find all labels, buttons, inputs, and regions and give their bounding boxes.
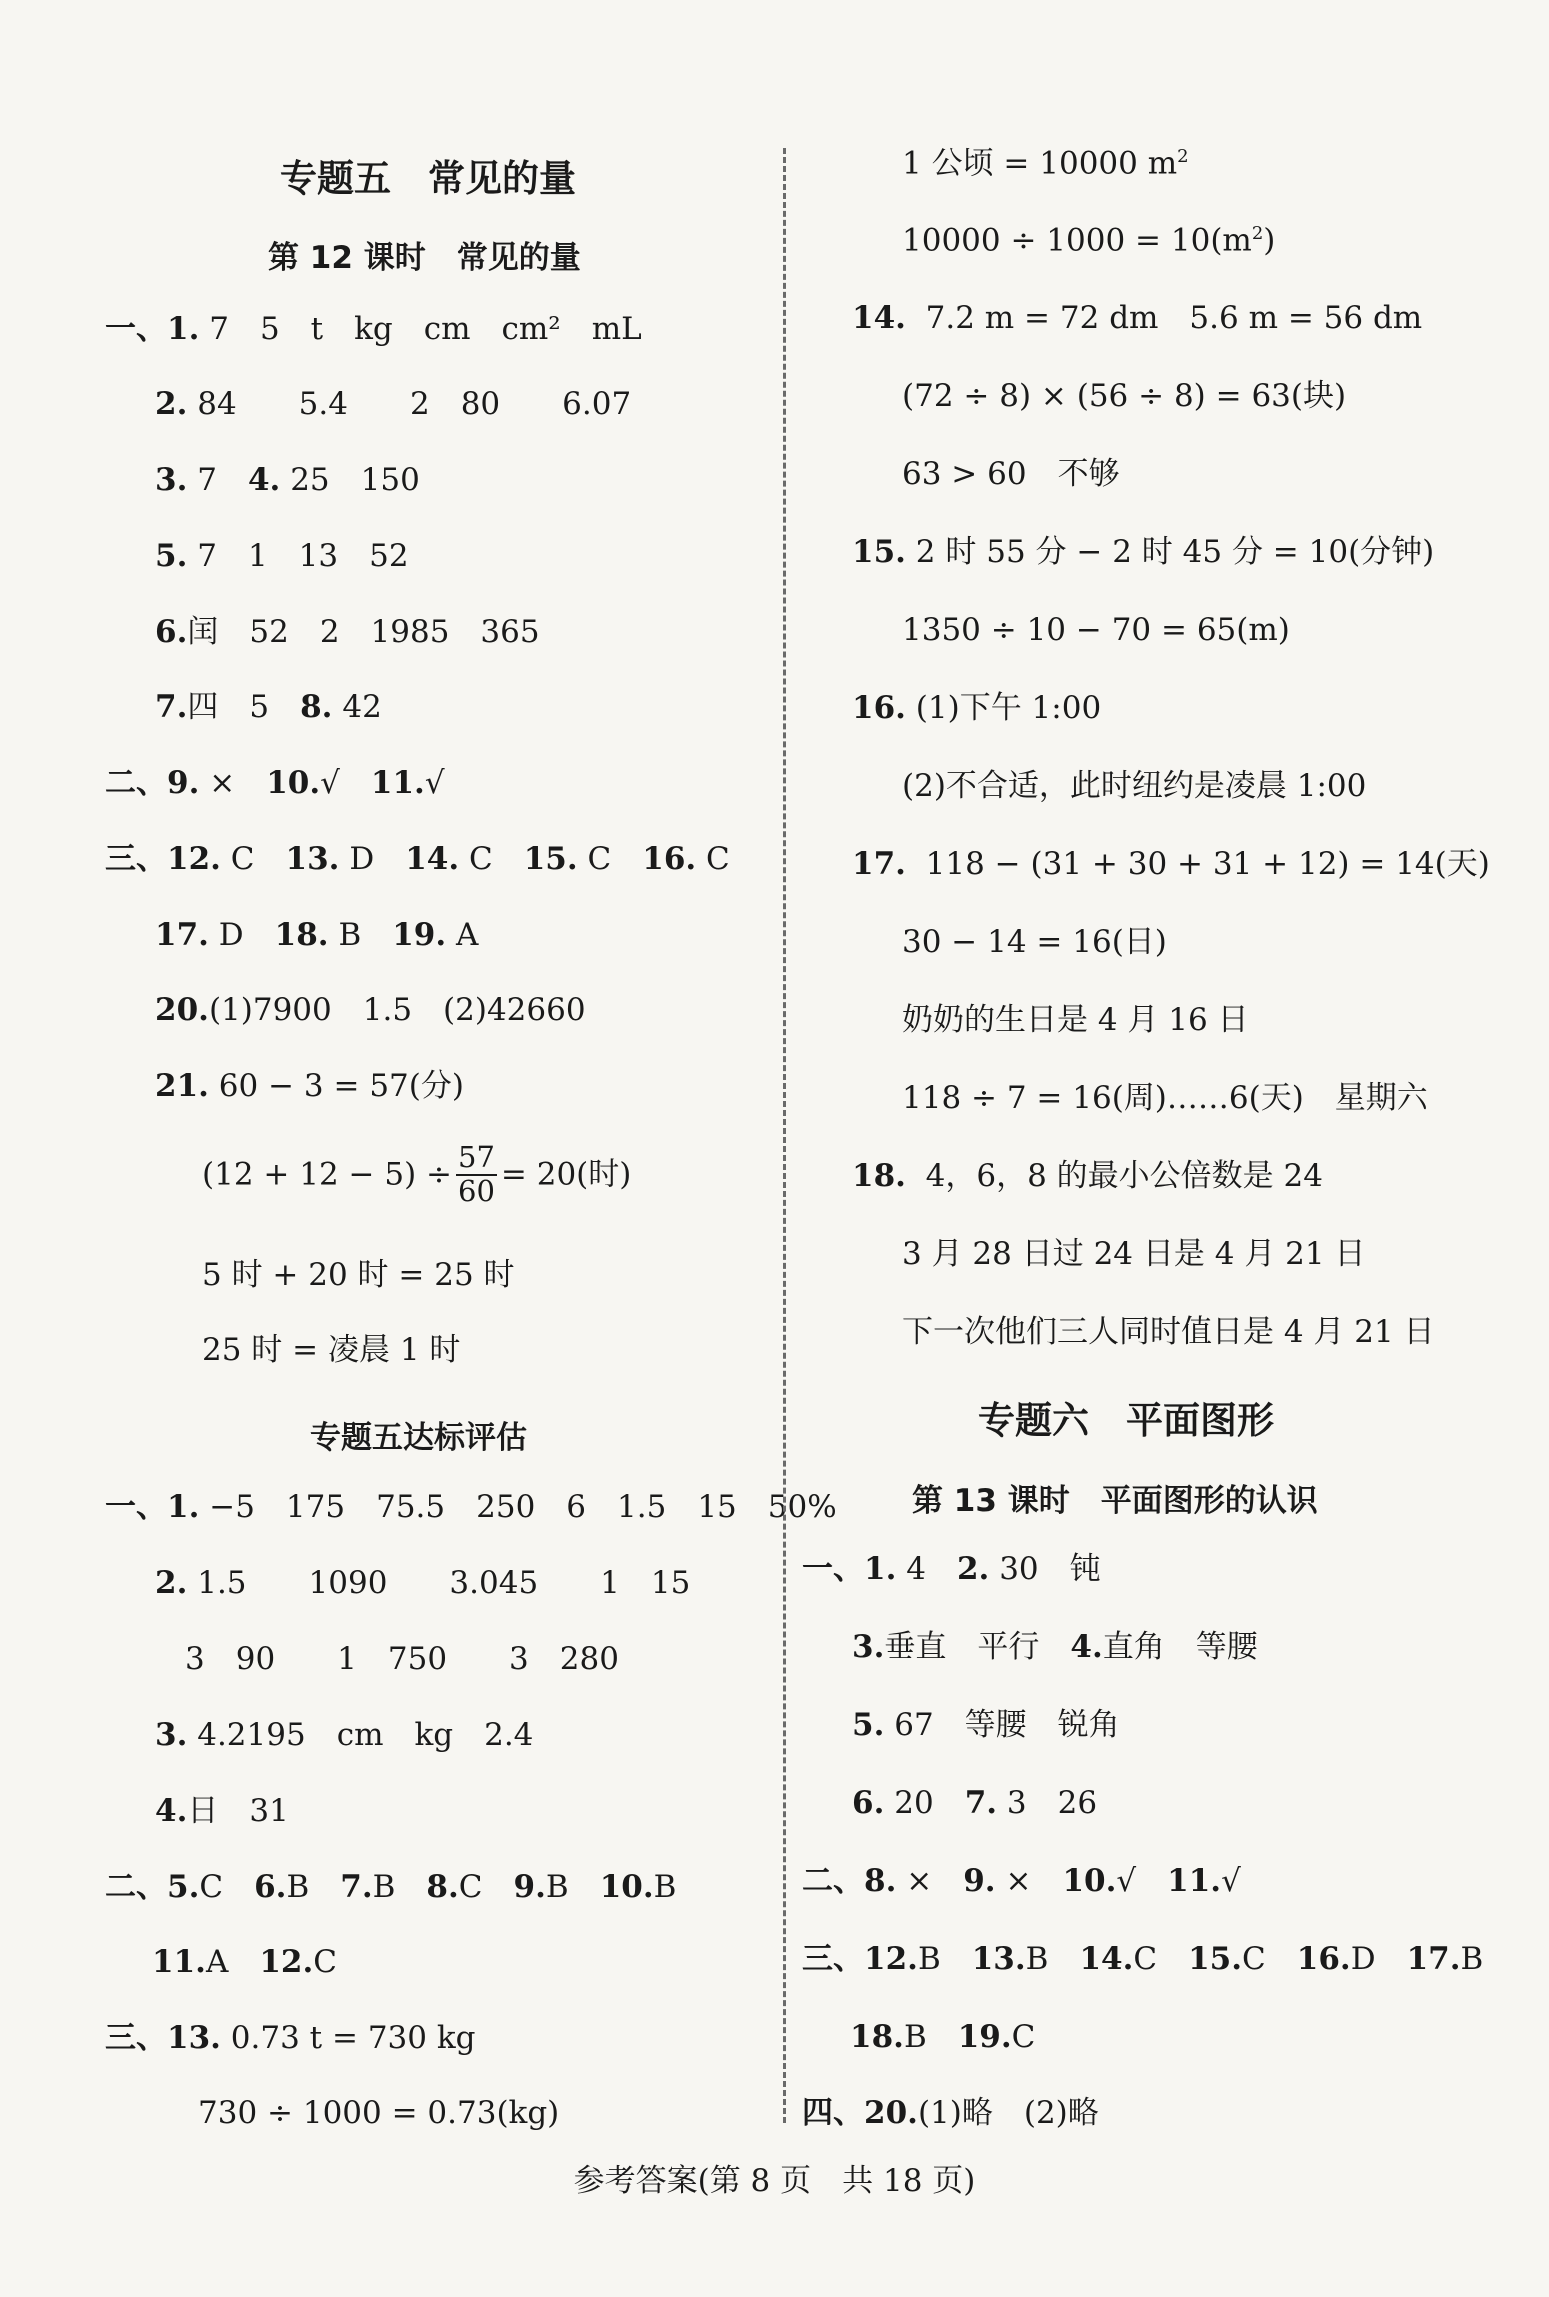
answer-line xyxy=(105,311,642,347)
answer-line xyxy=(105,841,730,877)
question-number: 18. xyxy=(852,1158,906,1194)
question-number: 20. xyxy=(155,992,209,1028)
answer-text: (12 + 12 − 5) ÷ xyxy=(202,1156,452,1193)
question-number: 四、20. xyxy=(802,2095,918,2131)
answer-text: 118 ÷ 7 = 16(周)……6(天) 星期六 xyxy=(902,1080,1428,1116)
answer-text: 3 26 xyxy=(1006,1785,1098,1821)
answer-text: × xyxy=(906,1863,964,1899)
answer-line xyxy=(202,1332,461,1368)
answer-line xyxy=(902,1314,1435,1350)
answer-text: 84 5.4 2 80 6.07 xyxy=(197,386,632,422)
question-number: 17. xyxy=(155,917,209,953)
answer-line xyxy=(902,1236,1366,1272)
section-heading: 专题六 平面图形 xyxy=(978,1399,1274,1442)
answer-text: C xyxy=(468,841,524,877)
answer-line xyxy=(902,378,1347,414)
question-number: 18. xyxy=(850,2019,904,2055)
answer-line xyxy=(852,690,1102,726)
answer-text: ) xyxy=(1263,222,1276,259)
question-number: 7. xyxy=(340,1869,373,1905)
question-number: 15. xyxy=(523,841,578,877)
answer-text: √ xyxy=(424,765,445,801)
answer-line xyxy=(105,2020,476,2056)
answer-line xyxy=(802,1551,1101,1587)
question-number: 14. xyxy=(852,300,906,336)
answer-text: 四 5 xyxy=(187,689,301,725)
question-number: 一、1. xyxy=(802,1551,897,1587)
answer-line xyxy=(185,1641,619,1677)
answer-text: 0.73 t = 730 kg xyxy=(230,2020,476,2056)
answer-text: B xyxy=(653,1869,677,1905)
answer-text: C xyxy=(706,841,730,877)
superscript: 2 xyxy=(1177,146,1189,167)
answer-line xyxy=(852,846,1490,882)
answer-line xyxy=(902,222,1276,259)
question-number: 3. xyxy=(155,462,188,498)
question-number: 6. xyxy=(852,1785,885,1821)
answer-text: (1)下午 1:00 xyxy=(915,690,1102,726)
fraction-numerator: 57 xyxy=(458,1140,495,1174)
answer-text: 1 公顷 = 10000 m xyxy=(902,145,1178,182)
question-number: 13. xyxy=(285,841,340,877)
answer-line xyxy=(852,1707,1120,1743)
question-number: 16. xyxy=(1296,1941,1351,1977)
answer-text: 7 1 13 52 xyxy=(197,538,409,574)
answer-line xyxy=(852,300,1423,336)
question-number: 5. xyxy=(852,1707,885,1743)
answer-text: (1)略 (2)略 xyxy=(917,2095,1099,2131)
question-number: 3. xyxy=(852,1629,885,1665)
question-number: 2. xyxy=(956,1551,990,1587)
question-number: 二、5. xyxy=(105,1869,200,1905)
column-divider xyxy=(783,148,786,2123)
answer-text: C xyxy=(230,841,286,877)
answer-text: 5 时 + 20 时 = 25 时 xyxy=(202,1257,515,1293)
answer-line xyxy=(852,1158,1323,1194)
answer-line xyxy=(155,462,420,498)
answer-line xyxy=(902,1002,1249,1038)
question-number: 16. xyxy=(852,690,906,726)
answer-text: (2)不合适，此时纽约是凌晨 1:00 xyxy=(902,768,1367,804)
answer-text: 30 钝 xyxy=(999,1551,1101,1587)
answer-text: 25 时 = 凌晨 1 时 xyxy=(202,1332,461,1368)
answer-text: C xyxy=(1242,1941,1297,1977)
answer-text: 7 5 t kg cm cm² mL xyxy=(209,311,642,347)
question-number: 10. xyxy=(266,765,321,801)
section-heading: 专题五 常见的量 xyxy=(280,157,576,200)
answer-text: 直角 等腰 xyxy=(1102,1629,1258,1665)
answer-text: 1350 ÷ 10 − 70 = 65(m) xyxy=(902,612,1290,648)
answer-line xyxy=(155,614,540,650)
answer-line xyxy=(802,1863,1241,1899)
question-number: 10. xyxy=(1062,1863,1117,1899)
answer-line xyxy=(902,924,1167,960)
answer-line xyxy=(902,456,1120,492)
answer-text: 730 ÷ 1000 = 0.73(kg) xyxy=(198,2095,560,2131)
answer-text: 4，6，8 的最小公倍数是 24 xyxy=(925,1158,1323,1194)
answer-text: (72 ÷ 8) × (56 ÷ 8) = 63(块) xyxy=(902,378,1347,414)
answer-text: 30 − 14 = 16(日) xyxy=(902,924,1167,960)
answer-text: 垂直 平行 xyxy=(884,1629,1071,1665)
question-number: 11. xyxy=(1167,1863,1222,1899)
answer-text: (1)7900 1.5 (2)42660 xyxy=(208,992,586,1028)
question-number: 二、8. xyxy=(802,1863,897,1899)
answer-line xyxy=(155,1068,464,1104)
answer-text: −5 175 75.5 250 6 1.5 15 50% xyxy=(209,1489,837,1525)
answer-text: 60 − 3 = 57(分) xyxy=(218,1068,464,1104)
answer-text: 7.2 m = 72 dm 5.6 m = 56 dm xyxy=(925,300,1423,336)
answer-text: 3 月 28 日过 24 日是 4 月 21 日 xyxy=(902,1236,1366,1272)
question-number: 19. xyxy=(392,917,447,953)
answer-line xyxy=(155,1793,289,1829)
answer-text: √ xyxy=(320,765,371,801)
answer-text: 67 等腰 锐角 xyxy=(894,1707,1120,1743)
answer-line xyxy=(902,768,1367,804)
answer-text: 25 150 xyxy=(290,462,420,498)
answer-line xyxy=(155,917,479,953)
question-number: 三、13. xyxy=(105,2020,221,2056)
answer-line xyxy=(155,992,586,1028)
question-number: 三、12. xyxy=(105,841,221,877)
answer-text: C xyxy=(1011,2019,1036,2055)
answer-text: A xyxy=(456,917,479,953)
question-number: 11. xyxy=(370,765,425,801)
question-number: 6. xyxy=(254,1869,287,1905)
answer-text: B xyxy=(903,2019,958,2055)
question-number: 一、1. xyxy=(105,311,200,347)
question-number: 7. xyxy=(964,1785,998,1821)
superscript: 2 xyxy=(1251,223,1264,244)
answer-text: B xyxy=(1025,1941,1080,1977)
question-number: 4. xyxy=(1070,1629,1103,1665)
question-number: 9. xyxy=(963,1863,996,1899)
question-number: 4. xyxy=(155,1793,188,1829)
answer-text: C xyxy=(199,1869,255,1905)
question-number: 19. xyxy=(957,2019,1012,2055)
answer-text: 63 > 60 不够 xyxy=(902,456,1120,492)
answer-line xyxy=(802,1941,1484,1977)
question-number: 4. xyxy=(247,462,281,498)
answer-line xyxy=(155,386,632,422)
question-number: 17. xyxy=(852,846,906,882)
answer-text: 闰 52 2 1985 365 xyxy=(187,614,540,650)
answer-text: D xyxy=(218,917,275,953)
answer-text: 2 时 55 分 − 2 时 45 分 = 10(分钟) xyxy=(915,534,1435,570)
answer-line xyxy=(902,1080,1428,1116)
page-footer: 参考答案(第 8 页 共 18 页) xyxy=(573,2163,976,2199)
answer-line xyxy=(105,765,445,801)
question-number: 7. xyxy=(155,689,188,725)
answer-text: 下一次他们三人同时值日是 4 月 21 日 xyxy=(902,1314,1435,1350)
answer-line xyxy=(198,2095,560,2131)
answer-text: B xyxy=(286,1869,341,1905)
question-number: 15. xyxy=(1188,1941,1243,1977)
answer-text: C xyxy=(313,1944,337,1980)
answer-text: = 20(时) xyxy=(500,1156,632,1193)
question-number: 17. xyxy=(1406,1941,1461,1977)
answer-line xyxy=(902,612,1290,648)
answer-text: 118 − (31 + 30 + 31 + 12) = 14(天) xyxy=(925,846,1490,882)
question-number: 3. xyxy=(155,1717,188,1753)
question-number: 12. xyxy=(259,1944,314,1980)
answer-text: B xyxy=(372,1869,427,1905)
answer-text: 奶奶的生日是 4 月 16 日 xyxy=(902,1002,1249,1038)
answer-line xyxy=(152,1944,337,1980)
answer-text: B xyxy=(545,1869,600,1905)
answer-text: √ xyxy=(1221,1863,1241,1899)
question-number: 21. xyxy=(155,1068,209,1104)
answer-text: × xyxy=(209,765,267,801)
answer-line xyxy=(155,1565,691,1601)
answer-line xyxy=(852,1785,1098,1821)
question-number: 15. xyxy=(852,534,906,570)
question-number: 9. xyxy=(513,1869,546,1905)
answer-text: √ xyxy=(1116,1863,1168,1899)
answer-text: 10000 ÷ 1000 = 10(m xyxy=(902,222,1252,259)
answer-line xyxy=(105,1869,677,1905)
answer-text: 4.2195 cm kg 2.4 xyxy=(197,1717,534,1753)
answer-text: B xyxy=(338,917,393,953)
answer-text: 3 90 1 750 3 280 xyxy=(185,1641,619,1677)
answer-line xyxy=(852,1629,1258,1665)
answer-text: 4 xyxy=(906,1551,957,1587)
fraction-denominator: 60 xyxy=(458,1173,495,1208)
answer-line xyxy=(902,145,1189,182)
answer-text: 1.5 1090 3.045 1 15 xyxy=(197,1565,691,1601)
assessment-title: 专题五达标评估 xyxy=(310,1420,527,1456)
question-number: 2. xyxy=(155,1565,188,1601)
answer-text: 日 31 xyxy=(187,1793,289,1829)
answer-line xyxy=(105,1489,837,1525)
question-number: 6. xyxy=(155,614,188,650)
question-number: 14. xyxy=(1079,1941,1134,1977)
answer-line xyxy=(155,689,382,725)
answer-text: 42 xyxy=(342,689,382,725)
answer-text: C xyxy=(1133,1941,1189,1977)
answer-line xyxy=(852,534,1435,570)
answer-text: 20 xyxy=(894,1785,965,1821)
answer-line xyxy=(202,1257,515,1293)
fraction xyxy=(456,1142,497,1208)
question-number: 13. xyxy=(971,1941,1026,1977)
question-number: 8. xyxy=(300,689,333,725)
answer-line xyxy=(202,1142,631,1208)
question-number: 18. xyxy=(274,917,329,953)
question-number: 三、12. xyxy=(802,1941,918,1977)
answer-text: C xyxy=(458,1869,514,1905)
answer-text: A xyxy=(205,1944,260,1980)
answer-text: × xyxy=(1005,1863,1063,1899)
answer-line xyxy=(155,1717,534,1753)
answer-line xyxy=(850,2019,1036,2055)
question-number: 14. xyxy=(405,841,460,877)
question-number: 一、1. xyxy=(105,1489,200,1525)
answer-text: 7 xyxy=(197,462,248,498)
question-number: 5. xyxy=(155,538,188,574)
answer-line xyxy=(155,538,409,574)
answer-text: C xyxy=(587,841,643,877)
question-number: 2. xyxy=(155,386,188,422)
question-number: 二、9. xyxy=(105,765,200,801)
answer-text: D xyxy=(1350,1941,1407,1977)
answer-text: B xyxy=(1460,1941,1484,1977)
answer-text: D xyxy=(349,841,406,877)
question-number: 16. xyxy=(642,841,697,877)
answer-text: B xyxy=(917,1941,972,1977)
answer-line xyxy=(802,2095,1099,2131)
question-number: 11. xyxy=(152,1944,206,1980)
lesson-title: 第 12 课时 常见的量 xyxy=(268,240,581,276)
question-number: 10. xyxy=(599,1869,654,1905)
question-number: 8. xyxy=(426,1869,459,1905)
lesson-title: 第 13 课时 平面图形的认识 xyxy=(912,1483,1318,1519)
